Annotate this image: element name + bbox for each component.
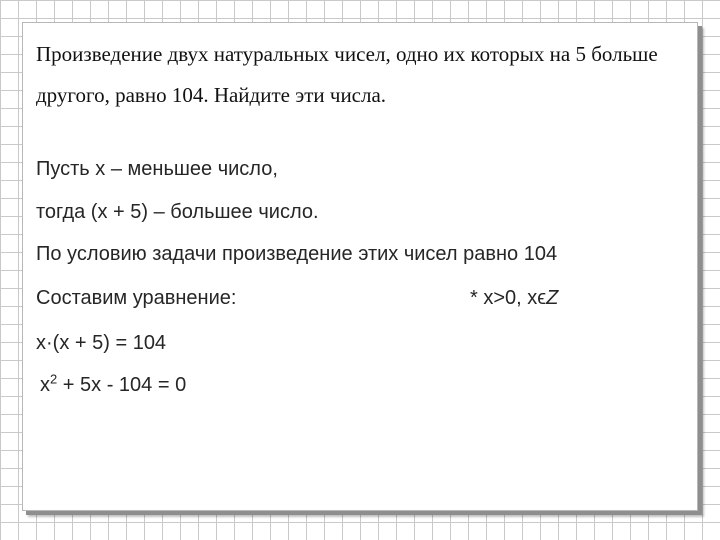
equation-quadratic bbox=[40, 371, 187, 397]
equation-product: x·(x + 5) = 104 bbox=[36, 332, 167, 354]
integer-set-symbol: Z bbox=[546, 287, 559, 309]
compose-equation-statement: Составим уравнение: bbox=[36, 287, 237, 309]
let-statement: Пусть х – меньшее число, bbox=[36, 158, 278, 180]
condition-statement: По условию задачи произведение этих чисел равно 104 bbox=[36, 243, 558, 265]
equation-remainder: + 5x - 104 = 0 bbox=[57, 374, 187, 396]
equation-variable: x bbox=[40, 374, 50, 396]
equation-exponent: 2 bbox=[50, 371, 58, 387]
element-of-symbol: ϵ bbox=[537, 287, 547, 309]
domain-note-prefix: * x>0, x bbox=[470, 287, 538, 309]
then-statement: тогда (х + 5) – большее число. bbox=[36, 201, 319, 223]
domain-note bbox=[470, 287, 558, 310]
problem-statement: Произведение двух натуральных чисел, одно их которых на 5 больше другого, равно 104. Найдите эти числа. bbox=[36, 42, 658, 107]
